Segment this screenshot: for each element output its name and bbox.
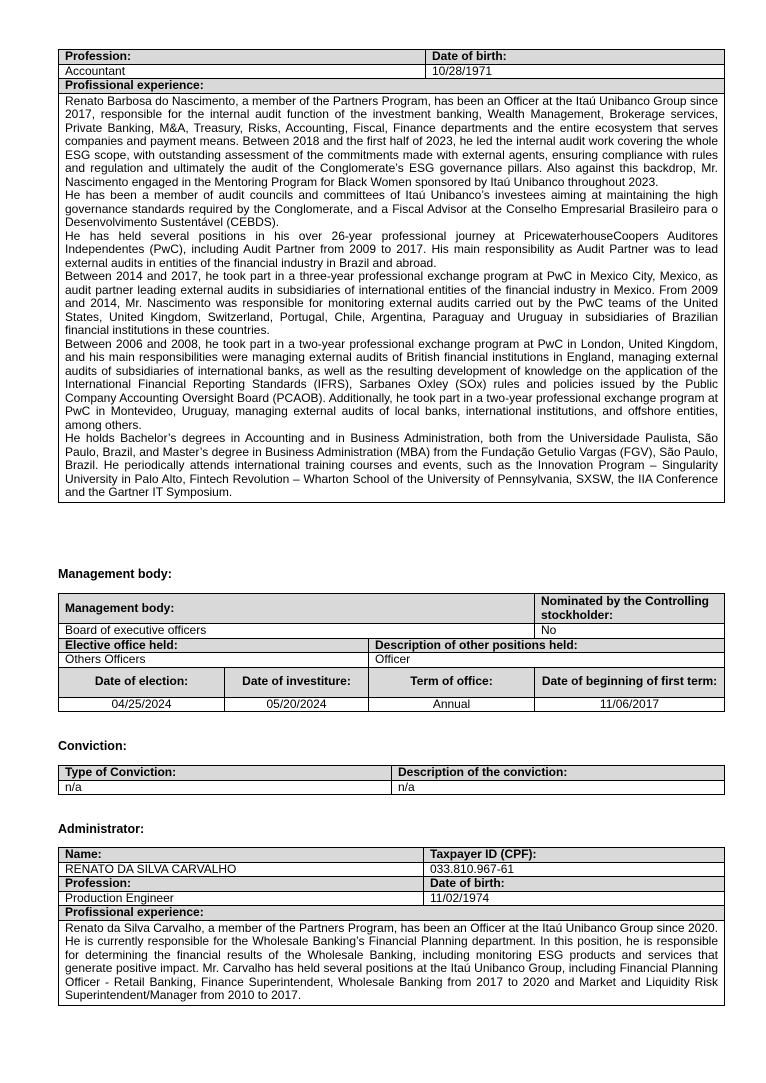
conviction-table <box>58 765 725 795</box>
admin-name-label: Name: <box>59 848 424 863</box>
management-section-title: Management body: <box>58 567 172 581</box>
other-positions-value: Officer <box>369 653 725 668</box>
admin-dob-value: 11/02/1974 <box>424 891 725 906</box>
admin-profession-label: Profession: <box>59 877 424 892</box>
conviction-type-value: n/a <box>59 780 392 795</box>
investiture-date-label: Date of investiture: <box>225 667 369 697</box>
conviction-type-label: Type of Conviction: <box>59 766 392 781</box>
investiture-date-value: 05/20/2024 <box>225 697 369 712</box>
conviction-desc-label: Description of the conviction: <box>392 766 725 781</box>
administrator-table <box>58 847 725 1006</box>
admin-profession-value: Production Engineer <box>59 891 424 906</box>
first-term-label: Date of beginning of first term: <box>535 667 725 697</box>
elective-office-value: Others Officers <box>59 653 369 668</box>
other-positions-label: Description of other positions held: <box>369 638 725 653</box>
management-body-value: Board of executive officers <box>59 624 535 639</box>
term-label: Term of office: <box>369 667 535 697</box>
admin-experience-body: Renato da Silva Carvalho, a member of the Partners Program, has been an Officer at the Itaú Unibanco Group since 2020. He is currently responsible for the Wholesale Banking’s Financial Planning department. In this position, he is responsible for determining the financial results of the Wholesale Banking, including monitoring ESG products and services that generate positive impact. Mr. Carvalho has held several positions at the Itaú Unibanco Group, including Financial Planning Officer - Retail Banking, Finance Superintendent, Wholesale Banking from 2017 to 2020 and Market and Liquidity Risk Superintendent/Manager from 2010 to 2017. <box>59 920 725 1005</box>
experience-paragraph: He holds Bachelor’s degrees in Accounting and in Business Administration, both from the Universidade Paulista, São Paulo, Brazil, and Master’s degree in Business Administration (MBA) from the Fundação Getulio Vargas (FGV), São Paulo, Brazil. He periodically attends international training courses and events, such as the Innovation Program – Singularity University in Palo Alto, Fintech Revolution – Wharton School of the University of Pennsylvania, SXSW, the IIA Conference and the Gartner IT Symposium. <box>65 431 718 499</box>
dob-value: 10/28/1971 <box>426 64 725 79</box>
experience-label: Profissional experience: <box>59 79 725 94</box>
election-date-value: 04/25/2024 <box>59 697 225 712</box>
conviction-section-title: Conviction: <box>58 739 127 753</box>
experience-paragraph: Between 2006 and 2008, he took part in a two-year professional exchange program at PwC in London, United Kingdom, and his main responsibilities were managing external audits of British financial institutions in England, managing external audits of subsidiaries of international banks, as well as the resulting development of knowledge on the application of the International Financial Reporting Standards (IFRS), Sarbanes Oxley (SOx) rules and policies issued by the Public Company Accounting Oversight Board (PCAOB). Additionally, he took part in a two-year professional exchange program at PwC in Montevideo, Uruguay, managing external audits of local banks, international institutions, and offshore entities, among others. <box>65 336 718 432</box>
admin-cpf-label: Taxpayer ID (CPF): <box>424 848 725 863</box>
elective-office-label: Elective office held: <box>59 638 369 653</box>
nominated-value: No <box>535 624 725 639</box>
experience-body <box>59 93 725 502</box>
admin-cpf-value: 033.810.967-61 <box>424 862 725 877</box>
dob-label: Date of birth: <box>426 50 725 65</box>
experience-paragraph: He has been a member of audit councils and committees of Itaú Unibanco’s investees aiming at maintaining the high governance standards required by the Conglomerate, and a Fiscal Advisor at the Conselho Empresarial Brasileiro para o Desenvolvimento Sustentável (CEBDS). <box>65 188 718 229</box>
management-body-label: Management body: <box>59 594 535 624</box>
term-value: Annual <box>369 697 535 712</box>
conviction-desc-value: n/a <box>392 780 725 795</box>
experience-paragraph: Between 2014 and 2017, he took part in a three-year professional exchange program at PwC in Mexico City, Mexico, as audit partner leading external audits in subsidiaries of international entities of the financial industry in Mexico. From 2009 and 2014, Mr. Nascimento was responsible for monitoring external audits carried out by the PwC teams of the United States, United Kingdom, Switzerland, Portugal, Chile, Argentina, Paraguay and Uruguay in subsidiaries of Brazilian financial institutions in these countries. <box>65 269 718 337</box>
nominated-label: Nominated by the Controlling stockholder: <box>535 594 725 624</box>
administrator-section-title: Administrator: <box>58 822 145 836</box>
experience-paragraph: He has held several positions in his over 26-year professional journey at PricewaterhouseCoopers Auditores Independentes (PwC), including Audit Partner from 2009 to 2017. His main responsibility as Audit Partner was to lead external audits in entities of the financial industry in Brazil and abroad. <box>65 228 718 270</box>
profile-table-nascimento <box>58 49 725 503</box>
experience-paragraph: Renato Barbosa do Nascimento, a member of the Partners Program, has been an Officer at the Itaú Unibanco Group since 2017, responsible for the internal audit function of the investment banking, Wealth Management, Brokerage services, Private Banking, M&A, Treasury, Risks, Accounting, Fiscal, Finance departments and the entire ecosystem that serves companies and payment means. Between 2018 and the first half of 2023, he led the internal audit work covering the whole ESG scope, with outstanding assessment of the commitments made with external agents, ensuring compliance with rules and regulation and ultimately the audit of the Conglomerate’s ESG governance pillars. Also against this backdrop, Mr. Nascimento engaged in the Mentoring Program for Black Women sponsored by Itaú Unibanco throughout 2023. <box>65 93 718 189</box>
profession-label: Profession: <box>59 50 426 65</box>
admin-name-value: RENATO DA SILVA CARVALHO <box>59 862 424 877</box>
management-table <box>58 593 725 712</box>
admin-experience-label: Profissional experience: <box>59 906 725 921</box>
election-date-label: Date of election: <box>59 667 225 697</box>
profession-value: Accountant <box>59 64 426 79</box>
admin-dob-label: Date of birth: <box>424 877 725 892</box>
first-term-value: 11/06/2017 <box>535 697 725 712</box>
